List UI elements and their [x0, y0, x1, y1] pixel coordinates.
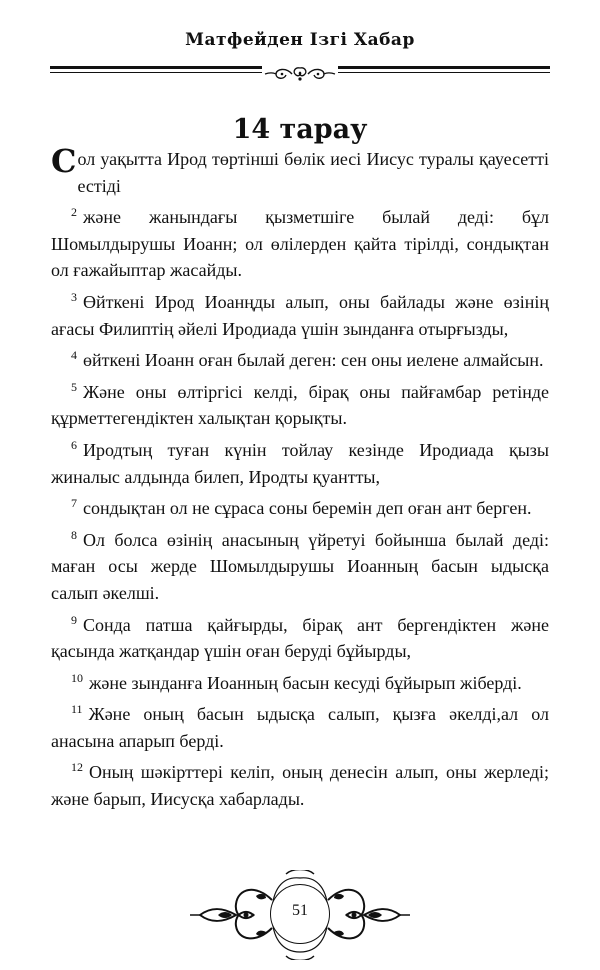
verse-5 [51, 374, 549, 432]
verse-text: Сонда патша қайғырды, бірақ ант бергендіктен және қасында жатқандар үшін оған беруді бұйырды, [51, 614, 549, 662]
verse-text: Оның шәкірттері келіп, оның денесін алып, оны жерледі; және барып, Иисусқа хабарлады. [51, 762, 549, 810]
verse-text: Және оны өлтіргісі келді, бірақ оны пайғамбар ретінде құрметтегендіктен халықтан қорықты. [51, 381, 549, 429]
page-number: 51 [292, 902, 308, 919]
verse-12 [51, 754, 549, 812]
verse-number: 4 [71, 348, 77, 363]
running-head-title: Матфейден Ізгі Хабар [185, 30, 415, 50]
verse-text: Және оның басын ыдысқа салып, қызға әкелді,ал ол анасына апарып берді. [51, 704, 549, 751]
verse-number: 10 [71, 670, 83, 685]
verse-text: және зынданға Иоанның басын кесуді бұйырып жіберді. [89, 672, 522, 693]
chapter-text [51, 142, 549, 813]
drop-cap: С [51, 142, 77, 180]
verse-number: 2 [71, 205, 77, 220]
verse-number: 6 [71, 437, 77, 452]
verse-number: 12 [71, 760, 83, 775]
verse-7 [51, 490, 549, 522]
verse-9 [51, 607, 549, 665]
verse-number: 7 [71, 496, 77, 511]
verse-6 [51, 432, 549, 490]
verse-10 [51, 665, 549, 697]
verse-4 [51, 342, 549, 374]
floral-scroll-ornament-icon [262, 63, 338, 85]
chapter-title: 14 тарау [232, 114, 368, 145]
verse-text: Өйткені Ирод Иоанңды алып, оны байлады және өзінің ағасы Филиптің әйелі Иродиада үшін зынданға отырғызды, [51, 291, 549, 339]
verse-text: және жанындағы қызметшіге былай деді: бұл Шомылдырушы Иоанн; ол өлілерден қайта тірілді, сондықтан ол ғажайыптар жасайды. [51, 207, 549, 281]
verse-text: Иродтың туған күнін тойлау кезінде Иродиада қызы жиналыс алдында билеп, Иродты қуантты, [51, 439, 549, 487]
verse-number: 11 [71, 702, 83, 717]
verse-number: 5 [71, 379, 77, 394]
verse-number: 3 [71, 289, 77, 304]
verse-text: өйткені Иоанн оған былай деген: сен оны иелене алмайсын. [83, 350, 544, 371]
verse-number: 8 [71, 527, 77, 542]
verse-3 [51, 284, 549, 342]
verse-2 [51, 199, 549, 284]
verse-number: 9 [71, 612, 77, 627]
verse-1 [51, 142, 549, 199]
verse-text: ол уақытта Ирод төртінші бөлік иесі Иисус туралы қауесетті естіді [77, 149, 549, 196]
verse-text: Ол болса өзінің анасының үйретуі бойынша былай деді: маған осы жерде Шомылдырушы Иоанның басын ыдысқа салып әкелші. [51, 529, 549, 603]
verse-text: сондықтан ол не сұраса соны беремін деп оған ант берген. [83, 498, 532, 519]
verse-8 [51, 522, 549, 607]
verse-11 [51, 696, 549, 754]
